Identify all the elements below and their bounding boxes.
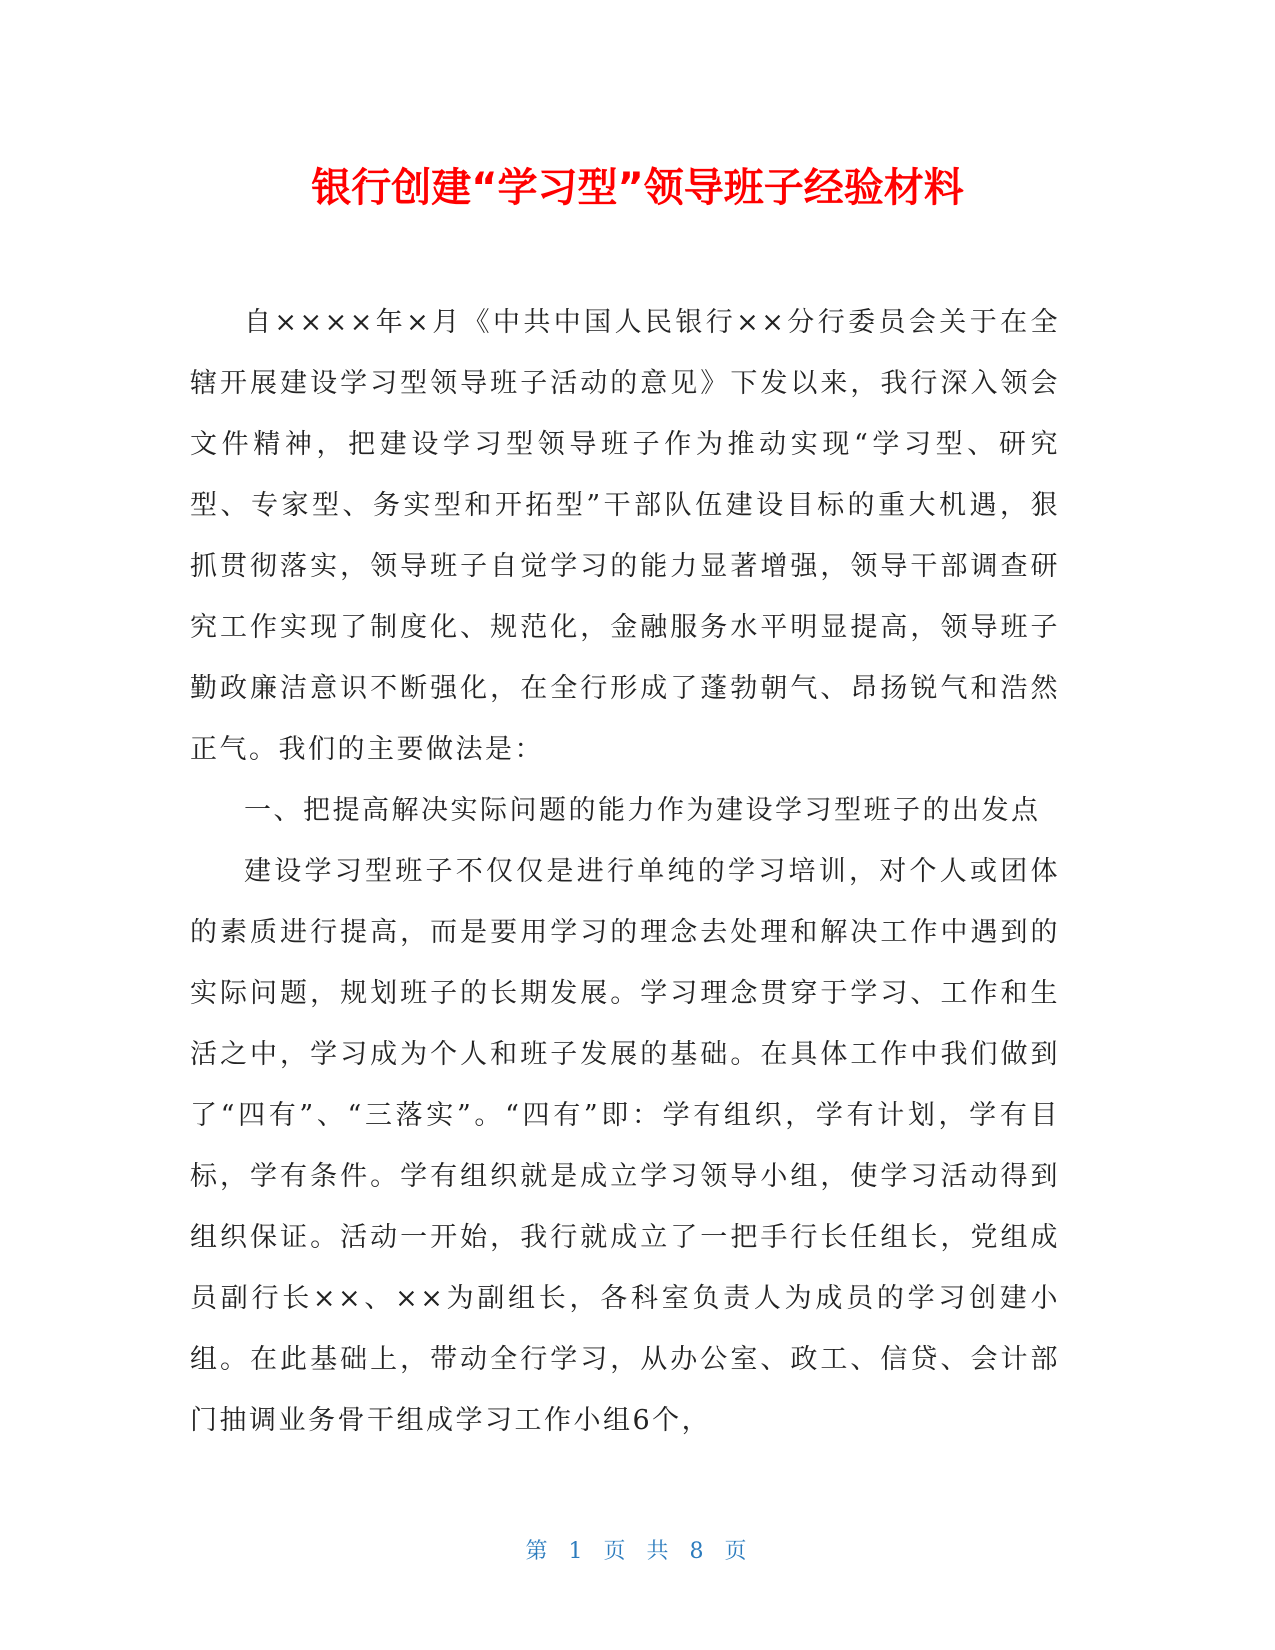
page-number-footer: 第 1 页 共 8 页 (525, 1539, 750, 1564)
document-body (190, 292, 1060, 1451)
section-heading-1: 一、把提高解决实际问题的能力作为建设学习型班子的出发点 (244, 795, 1041, 826)
paragraph-section-1: 建设学习型班子不仅仅是进行单纯的学习培训，对个人或团体的素质进行提高，而是要用学习的理念去处理和解决工作中遇到的实际问题，规划班子的长期发展。学习理念贯穿于学习、工作和生活之中，学习成为个人和班子发展的基础。在具体工作中我们做到了“四有”、“三落实”。“四有”即：学有组织，学有计划，学有目标，学有条件。学有组织就是成立学习领导小组，使学习活动得到组织保证。活动一开始，我行就成立了一把手行长任组长，党组成员副行长××、××为副组长，各科室负责人为成员的学习创建小组。在此基础上，带动全行学习，从办公室、政工、信贷、会计部门抽调业务骨干组成学习工作小组6个， (190, 856, 1060, 1436)
paragraph-intro: 自××××年×月《中共中国人民银行××分行委员会关于在全辖开展建设学习型领导班子活动的意见》下发以来，我行深入领会文件精神，把建设学习型领导班子作为推动实现“学习型、研究型、专家型、务实型和开拓型”干部队伍建设目标的重大机遇，狠抓贯彻落实，领导班子自觉学习的能力显著增强，领导干部调查研究工作实现了制度化、规范化，金融服务水平明显提高，领导班子勤政廉洁意识不断强化，在全行形成了蓬勃朝气、昂扬锐气和浩然正气。我们的主要做法是： (190, 307, 1060, 765)
document-title: 银行创建“学习型”领导班子经验材料 (311, 165, 964, 211)
